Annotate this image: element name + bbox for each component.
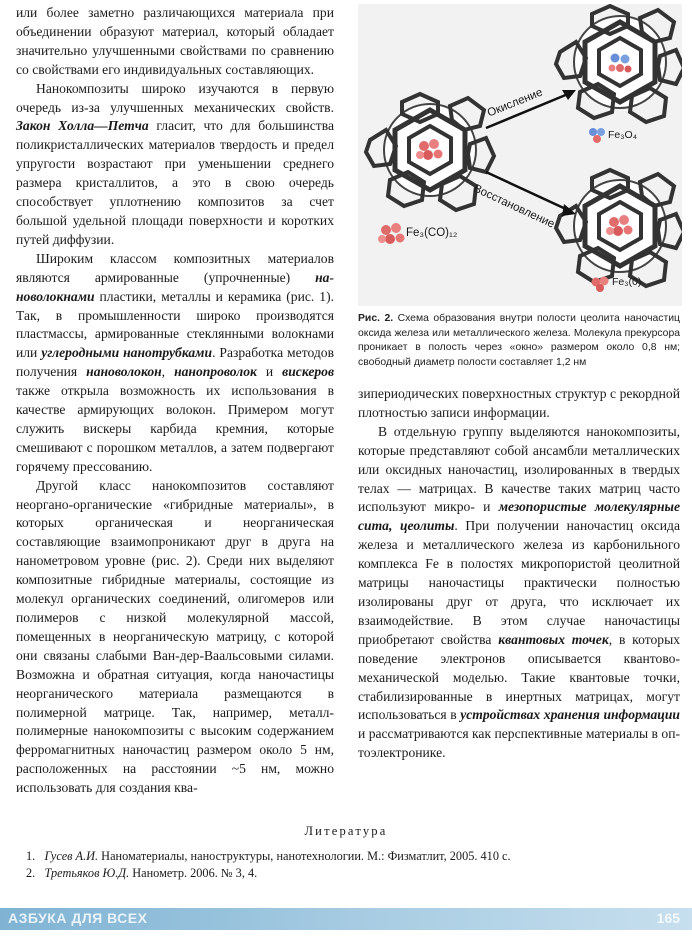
paragraph-text: , в которых поведение электронов описывается квантово-механической моделью. Такие квантовые точки, стабилизированные в инертных матрицах, могут использоваться в: [358, 631, 680, 723]
right-column: [358, 385, 680, 763]
reference-item: [26, 865, 666, 882]
paragraph-text: . Разработка методов получения: [16, 345, 334, 380]
figure-zeolite-scheme: [358, 4, 682, 306]
zeolite-cage-top-right: [556, 6, 682, 122]
highlighted-term: углеродными нанотрубками: [41, 345, 213, 361]
paragraph: [16, 250, 334, 477]
highlighted-term: мезопористые молекулярные сита, цеолиты: [358, 499, 680, 534]
footer-bar: [0, 908, 692, 930]
precursor-label: Fe₃(CO)₁₂: [406, 227, 458, 239]
oxide-label: Fe₃O₄: [608, 129, 637, 141]
paragraph-text: и рассматриваются как перспективные материалы в оптоэлектронике.: [358, 726, 680, 761]
paragraph: [358, 423, 680, 763]
reference-number: 1.: [26, 849, 36, 863]
highlighted-term: устройствах хранения информации: [460, 707, 680, 723]
highlighted-term: Закон Холла—Петча: [16, 118, 149, 134]
references-list: [26, 848, 666, 882]
reference-text: Нанометр. 2006. № 3, 4.: [129, 866, 258, 880]
paragraph-text: также открыла возможность их использования в качестве армирующих волокон. Примером могут служить вискеры карбида кремния, которые смешивают с порошком металлов, а затем подвергают горячему прессованию.: [16, 383, 334, 474]
footer-section-title: АЗБУКА ДЛЯ ВСЕХ: [8, 910, 148, 926]
reference-item: [26, 848, 666, 865]
references-title: Литература: [304, 824, 388, 838]
highlighted-term: нановолокон: [86, 364, 162, 380]
reference-author: Третьяков Ю.Д.: [44, 866, 130, 880]
oxidation-label: Окисление: [485, 86, 545, 120]
highlighted-term: нановолокнами: [16, 269, 334, 304]
figure-caption: [358, 312, 680, 370]
paragraph-text: В отдельную группу выделяются нанокомпозиты, которые представляют собой ансамбли металлических или оксидных наночастиц, изолированных в твердых телах — матрицах. В качестве таких матриц часто используют микро- и: [358, 423, 680, 515]
paragraph: [16, 80, 334, 250]
paragraph-text: Нанокомпозиты широко изучаются в первую очередь из-за улучшенных механических свойств.: [16, 80, 334, 115]
page-number: 165: [656, 910, 680, 926]
paragraph: [16, 4, 334, 80]
precursor-icon: [378, 223, 405, 244]
highlighted-term: вискеров: [282, 364, 335, 380]
reference-author: Гусев А.И.: [44, 849, 99, 863]
oxide-icon: [589, 128, 605, 143]
paragraph: [16, 477, 334, 798]
caption-number: Рис. 2.: [358, 313, 394, 324]
paragraph-text: и: [256, 364, 283, 380]
highlighted-term: квантовых точек: [498, 631, 609, 647]
paragraph-text: или более заметно различающихся материала при объединении образуют материал, который обладает значительно улучшенными свойствами по сравнению со свойствами его индивидуальных составляющих.: [16, 5, 334, 77]
reference-number: 2.: [26, 866, 36, 880]
reference-text: Наноматериалы, наноструктуры, нанотехнологии. М.: Физматлит, 2005. 410 с.: [98, 849, 511, 863]
paragraph-text: ,: [161, 364, 175, 380]
caption-text: Схема образования внутри полости цеолита наночастиц оксида железа или металлического железа. Молекула прекурсора проникает в полость через «окно» размером около 0,8 нм; свободный диаметр полости составляет 1,2 нм: [358, 313, 680, 368]
paragraph-text: гласит, что для большинства поликристаллических материалов твердость и предел упругости возрастают при уменьшении среднего размера кристаллитов, а это в свою очередь способствует уплотнению композитов за счет большой удельной площади поверхности и коротких путей диффузии.: [16, 118, 334, 247]
paragraph-text: пластики, металлы и керамика (рис. 1). Так, в промышленности широко производятся пластмассы, армированные стеклянными волокнами или: [16, 288, 334, 361]
left-column: [16, 4, 334, 798]
paragraph-text: зипериодических поверхностных структур с рекордной плотностью записи информации.: [358, 386, 680, 420]
paragraph-text: Широким классом композитных материалов являются армированные (упрочненные): [16, 250, 334, 285]
highlighted-term: нанопроволок: [174, 364, 257, 380]
paragraph: [358, 385, 680, 423]
reduction-label: Восстановление: [471, 182, 557, 231]
paragraph-text: Другой класс нанокомпозитов составляют неоргано-органические «гибридные материалы», в которых органическая и неорганическая составляющие взаимопроникают друг в друга на нанометровом уровне (рис. 2). Среди них выделяют композитные гибридные материалы, состоящие из молекул органических соединений, олигомеров или полимеров с низкой молекулярной массой, помещенных в неорганическую матрицу, с которой они связаны слабыми Ван-дер-Ваальсовыми силами. Возможна и обратная ситуация, когда наночастицы неорганического материала размещаются в полимерной матрице. Так, например, металлполимерные нанокомпозиты с высоким содержанием ферромагнитных наночастиц размером около 5 нм, расположенных на расстоянии ~5 нм, можно использовать для создания ква-: [16, 477, 334, 796]
iron-label: Fe₃(0): [612, 276, 642, 288]
figure-illustration: [358, 4, 682, 306]
paragraph-text: . При получении наночастиц оксида железа и металлического железа из карбонильного комплекса Fe в полостях микропористой цеолитной матрицы наночастицы практически полностью изолированы друг от друга, что исключает их взаимодействие. В этом случае наночастицы приобретают свойства: [358, 518, 680, 647]
